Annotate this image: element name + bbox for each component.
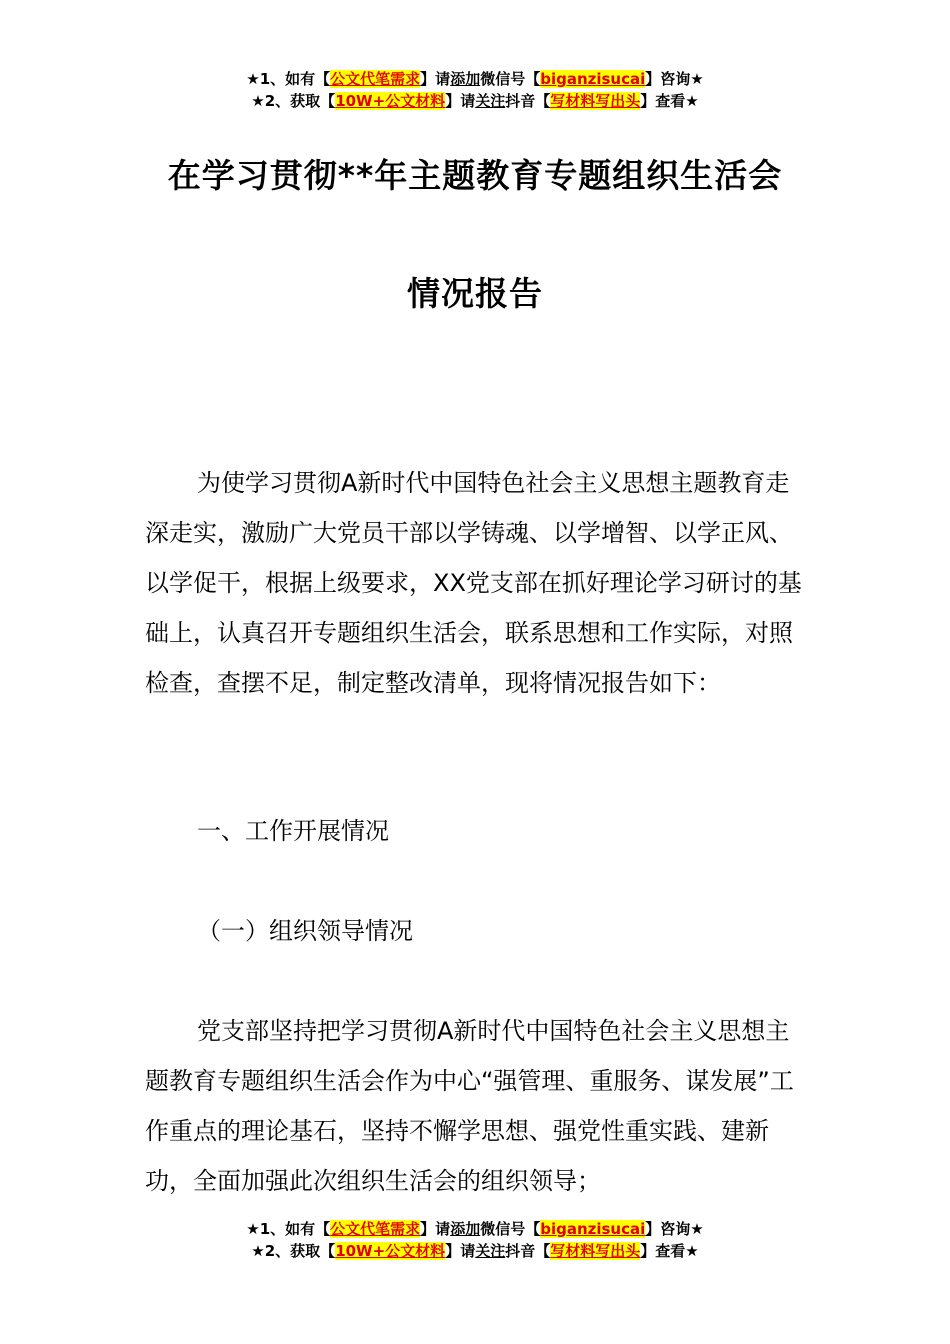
section-heading: 一、工作开展情况	[197, 817, 389, 845]
highlight-text: biganzisucai	[540, 1220, 646, 1238]
highlight-text: 10W+公文材料	[335, 1242, 446, 1260]
highlight-text: 10W+公文材料	[335, 92, 446, 110]
paragraph-intro: 为使学习贯彻A新时代中国特色社会主义思想主题教育走深走实，激励广大党员干部以学铸魂、以学增智、以学正风、以学促干，根据上级要求，XX党支部在抓好理论学习研讨的基础上，认真召开专题组织生活会，联系思想和工作实际，对照检查，查摆不足，制定整改清单，现将情况报告如下：	[145, 469, 802, 697]
footer-banner	[0, 1218, 950, 1262]
highlight-text: 公文代笔需求	[330, 70, 421, 88]
highlight-text: biganzisucai	[540, 70, 646, 88]
highlight-text: 写材料写出头	[550, 92, 641, 110]
banner-line-1: ★1、如有【公文代笔需求】请添加微信号【biganzisucai】咨询★	[246, 70, 704, 88]
document-title-line-1: 在学习贯彻**年主题教育专题组织生活会	[167, 156, 783, 195]
paragraph-body: 党支部坚持把学习贯彻A新时代中国特色社会主义思想主题教育专题组织生活会作为中心“强管理、重服务、谋发展”工作重点的理论基石，坚持不懈学思想、强党性重实践、建新功，全面加强此次组织生活会的组织领导；	[145, 1017, 794, 1195]
banner-line-1: ★1、如有【公文代笔需求】请添加微信号【biganzisucai】咨询★	[246, 1220, 704, 1238]
highlight-text: 写材料写出头	[550, 1242, 641, 1260]
highlight-text: 公文代笔需求	[330, 1220, 421, 1238]
document-title-line-2: 情况报告	[407, 274, 543, 313]
header-banner	[0, 68, 950, 112]
subsection-heading: （一）组织领导情况	[197, 917, 413, 945]
banner-line-2: ★2、获取【10W+公文材料】请关注抖音【写材料写出头】查看★	[251, 1242, 699, 1260]
banner-line-2: ★2、获取【10W+公文材料】请关注抖音【写材料写出头】查看★	[251, 92, 699, 110]
